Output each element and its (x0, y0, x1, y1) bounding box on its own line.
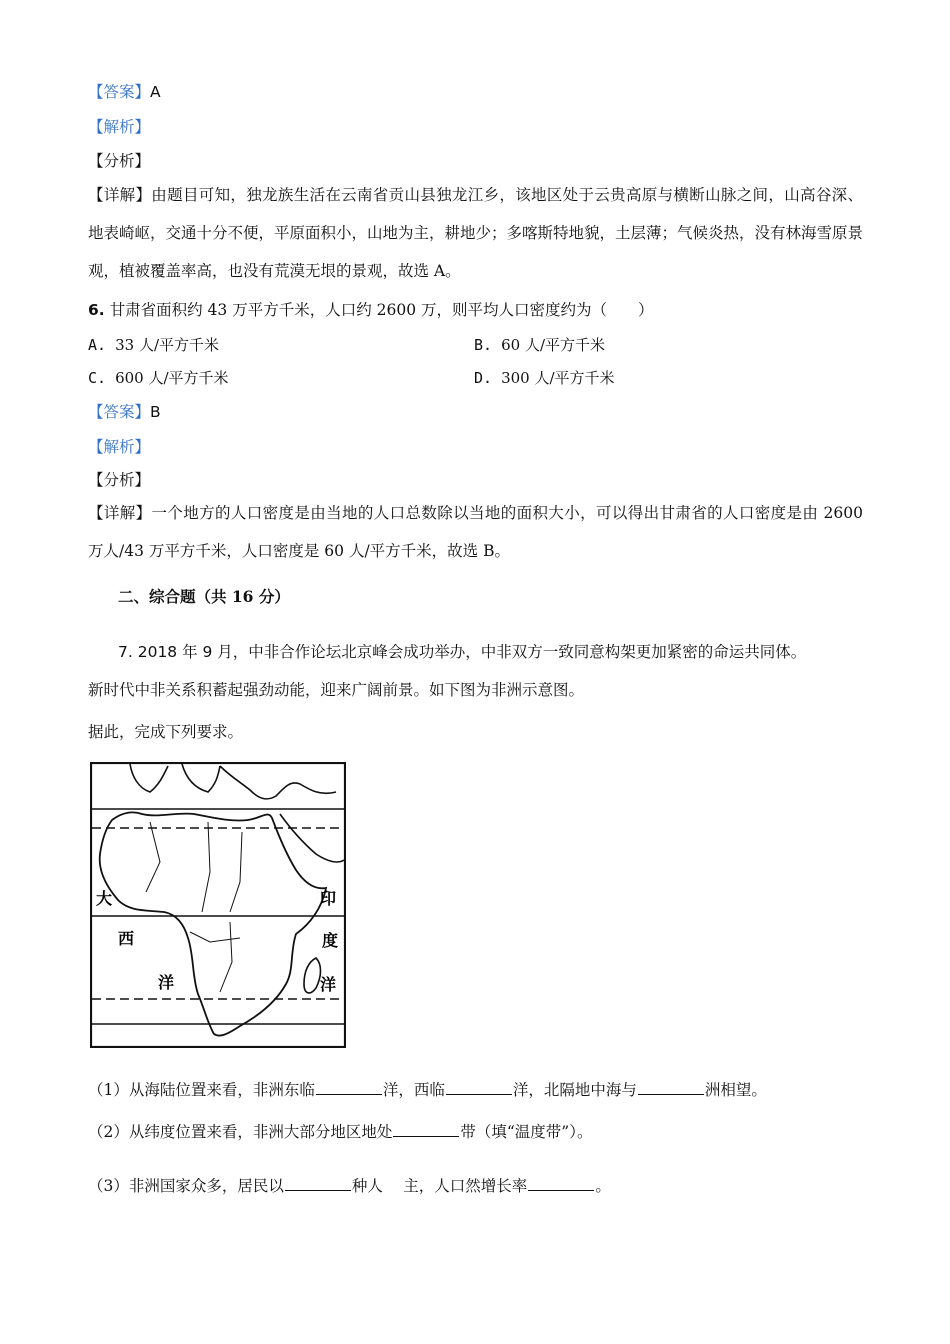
answer-value: B (150, 403, 161, 421)
option-text: 60 人/平方千米 (501, 336, 606, 354)
answer-blank[interactable] (285, 1176, 351, 1191)
detail-text: 由题目可知，独龙族生活在云南省贡山县独龙江乡，该地区处于云贵高原与横断山脉之间，山高谷深、地表崎岖，交通十分不便，平原面积小，山地为主，耕地少；多喀斯特地貌，土层薄；气候炎热，没有林海雪原景观，植被覆盖率高，也没有荒漠无垠的景观，故选 A。 (88, 186, 864, 280)
answer-blank[interactable] (393, 1122, 459, 1137)
answer-blank[interactable] (638, 1080, 704, 1095)
q6-answer (88, 400, 161, 422)
section-title: 二、综合题（共 16 分） (118, 587, 290, 606)
q7-instruction: 据此，完成下列要求。 (88, 723, 244, 741)
answer-tag: 【答案】 (88, 403, 151, 421)
q5-analysis-tag: 【解析】 (88, 118, 151, 136)
q6-option-d (474, 367, 615, 388)
option-letter: C. (88, 369, 107, 387)
map-label-indian: 度 (322, 931, 339, 950)
sub-text: 洲相望。 (704, 1081, 767, 1099)
answer-blank[interactable] (446, 1080, 512, 1095)
option-text: 600 人/平方千米 (115, 369, 229, 387)
q7-intro-line1: 7. 2018 年 9 月，中非合作论坛北京峰会成功举办，中非双方一致同意构架更加紧密的命运共同体。 (118, 643, 807, 661)
q5-answer (88, 80, 161, 102)
sub-text: 带（填“温度带”）。 (460, 1123, 593, 1141)
detail-tag: 【详解】 (88, 186, 152, 204)
map-frame (91, 763, 345, 1047)
q5-fenxi-tag: 【分析】 (88, 152, 151, 170)
question-stem: 甘肃省面积约 43 万平方千米，人口约 2600 万，则平均人口密度约为（ ） (109, 301, 654, 319)
option-letter: D. (474, 369, 493, 387)
sub-text: （2）从纬度位置来看，非洲大部分地区地处 (88, 1123, 393, 1141)
sub-text: 洋，西临 (382, 1081, 445, 1099)
detail-text: 一个地方的人口密度是由当地的人口总数除以当地的面积大小，可以得出甘肃省的人口密度是由 2600 万人/43 万平方千米，人口密度是 60 人/平方千米，故选 B。 (88, 504, 863, 560)
sub-text: （3）非洲国家众多，居民以 (88, 1177, 284, 1195)
map-label-atlantic: 洋 (158, 973, 175, 992)
option-letter: B. (474, 336, 493, 354)
detail-tag: 【详解】 (88, 504, 152, 522)
q6-option-a (88, 334, 219, 355)
answer-blank[interactable] (316, 1080, 382, 1095)
map-label-atlantic: 西 (118, 929, 135, 948)
sub-text: 种人 主，人口然增长率 (351, 1177, 528, 1195)
q6-option-c (88, 367, 229, 388)
sub-text: 洋，北隔地中海与 (512, 1081, 637, 1099)
answer-tag: 【答案】 (88, 83, 151, 101)
sub-text: 。 (595, 1177, 611, 1195)
map-label-atlantic: 大 (96, 889, 113, 908)
map-label-indian: 洋 (320, 975, 337, 994)
q6-analysis-tag: 【解析】 (88, 438, 151, 456)
q7-intro-line2: 新时代中非关系积蓄起强劲动能，迎来广阔前景。如下图为非洲示意图。 (88, 681, 585, 699)
q7-sub2 (88, 1120, 592, 1142)
answer-blank[interactable] (528, 1176, 594, 1191)
africa-map (90, 762, 346, 1048)
map-label-indian: 印 (320, 889, 337, 908)
q6-option-b (474, 334, 605, 355)
answer-value: A (150, 83, 161, 101)
q5-detail (88, 176, 863, 290)
option-letter: A. (88, 336, 107, 354)
q6-detail (88, 494, 863, 570)
q7-sub1 (88, 1078, 767, 1100)
q6-stem (88, 298, 654, 320)
question-number: 6. (88, 301, 105, 319)
sub-text: （1）从海陆位置来看，非洲东临 (88, 1081, 315, 1099)
q6-fenxi-tag: 【分析】 (88, 471, 151, 489)
option-text: 300 人/平方千米 (501, 369, 615, 387)
q7-sub3 (88, 1174, 611, 1196)
option-text: 33 人/平方千米 (115, 336, 220, 354)
